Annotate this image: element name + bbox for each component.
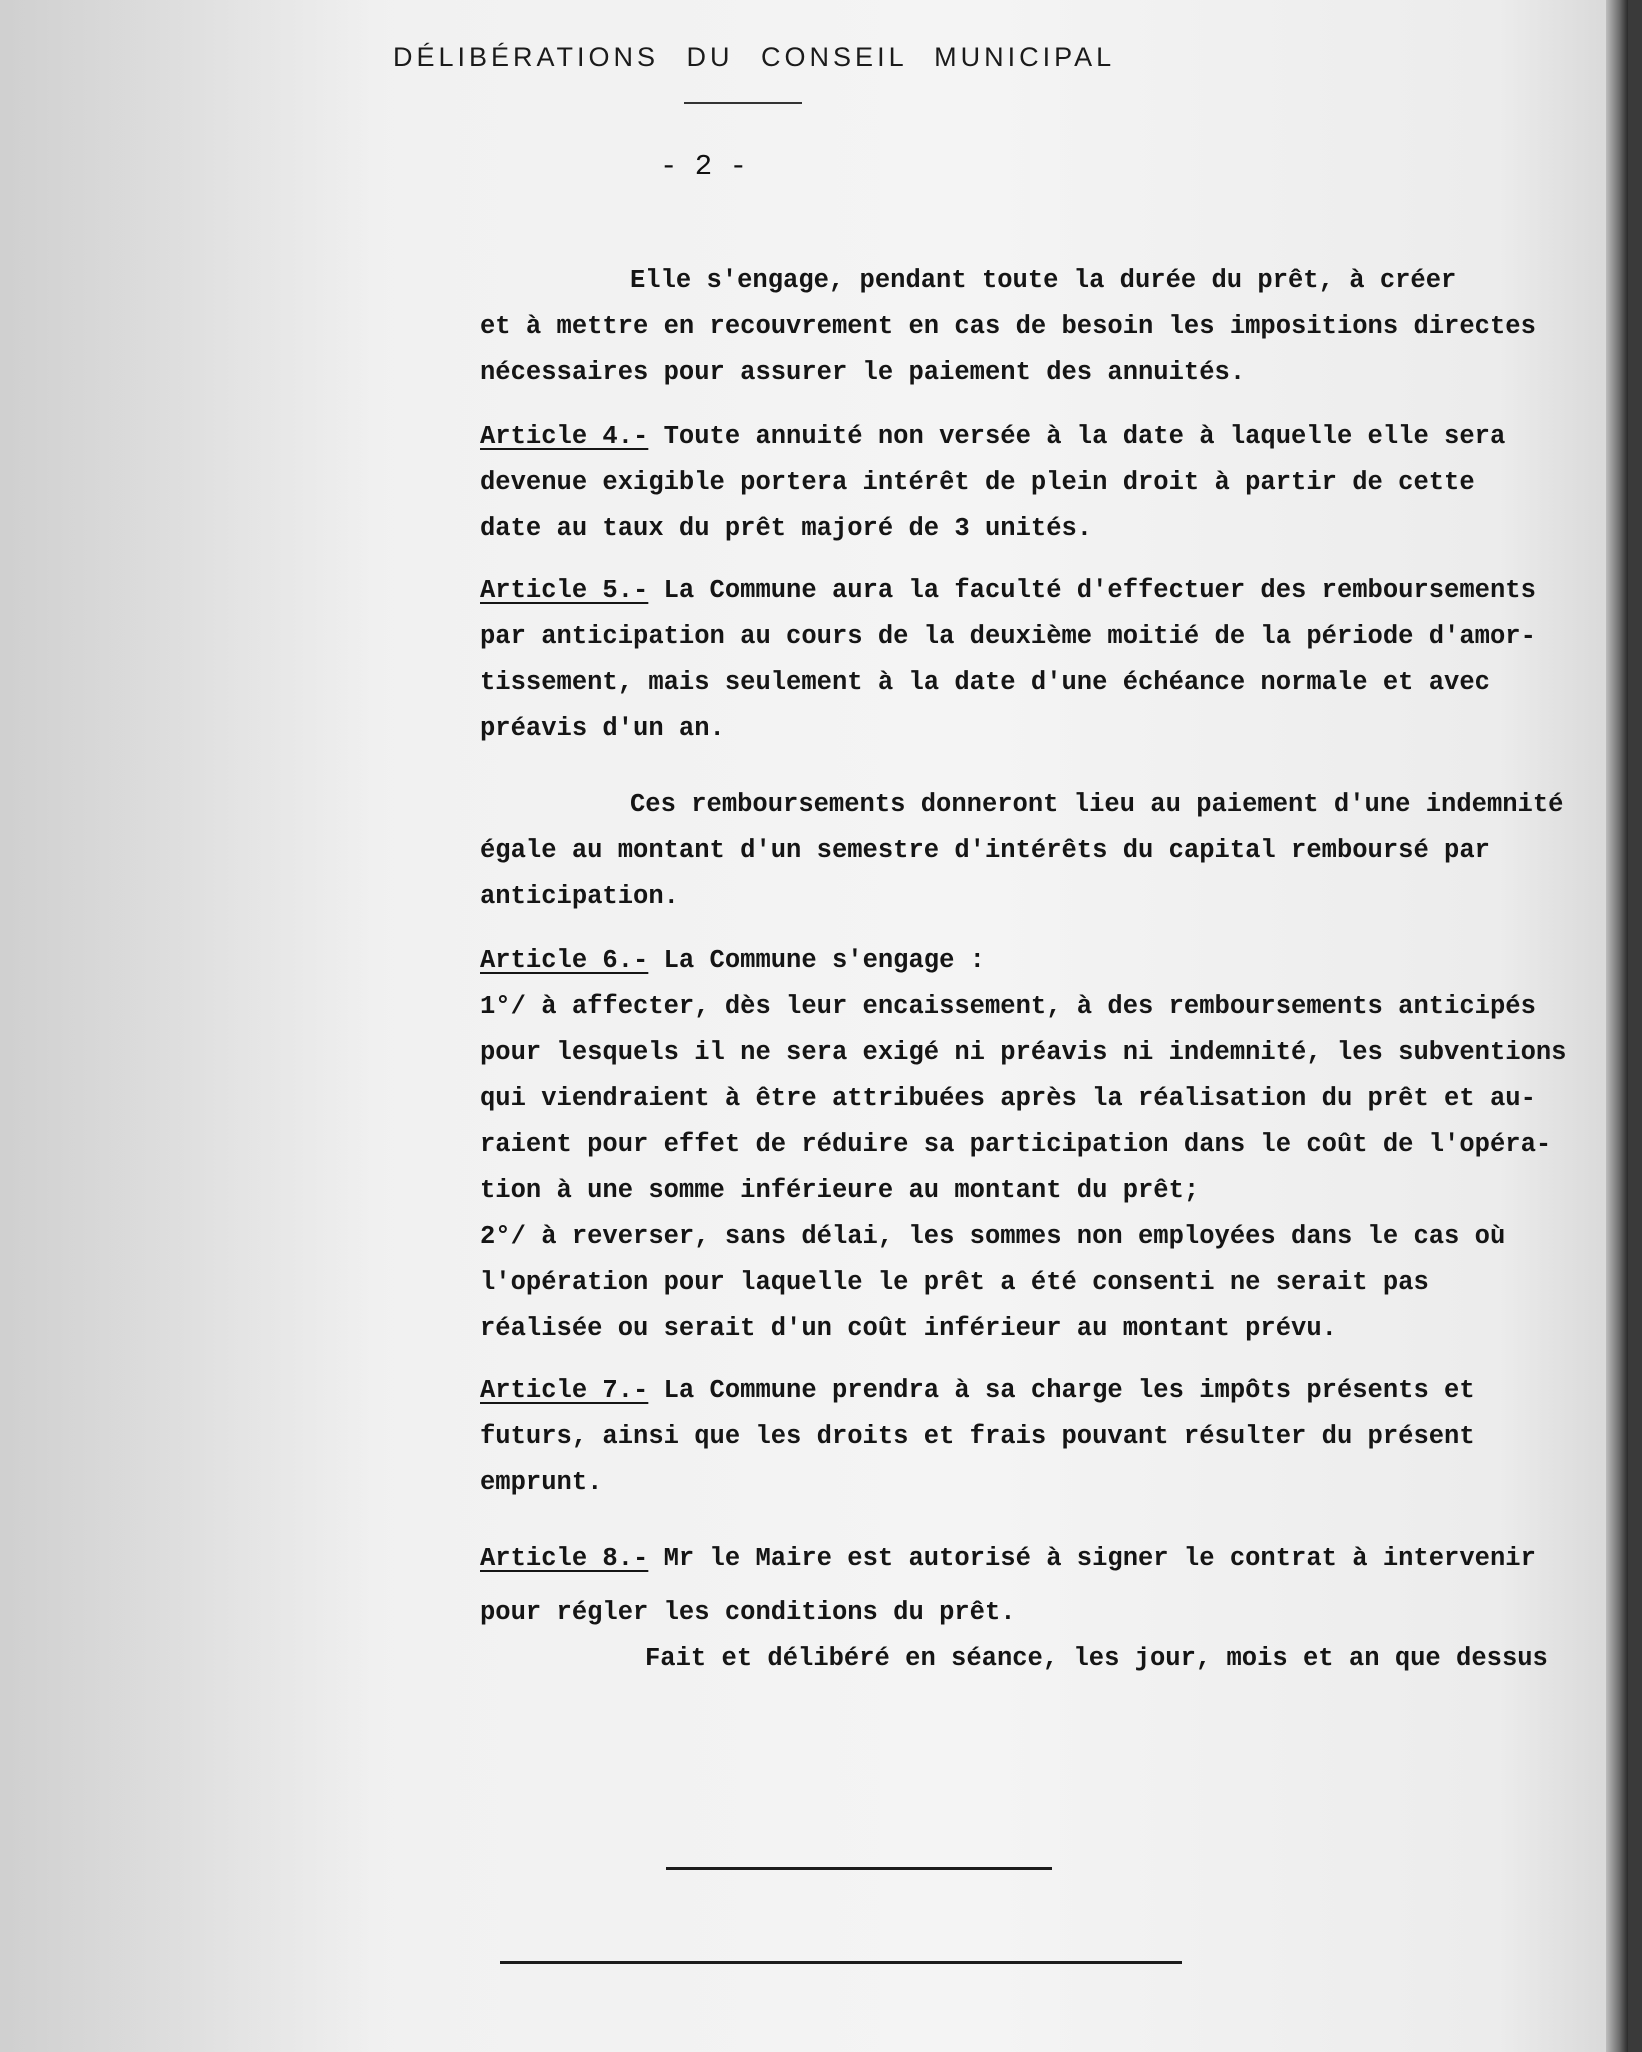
article-4-heading-line <box>480 414 1520 460</box>
intro-line: et à mettre en recouvrement en cas de besoin les impositions directes <box>480 312 1536 341</box>
intro-line: nécessaires pour assurer le paiement des annuités. <box>480 358 1246 387</box>
article-6-label: Article 6.- <box>480 946 649 975</box>
article-6-line: l'opération pour laquelle le prêt a été consenti ne serait pas <box>480 1268 1429 1297</box>
spacer <box>480 920 1520 938</box>
article-4-first-line: Toute annuité non versée à la date à laquelle elle sera <box>648 422 1506 451</box>
article-5-para2-line: anticipation. <box>480 882 679 911</box>
article-6-line: raient pour effet de réduire sa participation dans le coût de l'opéra- <box>480 1130 1552 1159</box>
article-8-line: pour régler les conditions du prêt. <box>480 1598 1016 1627</box>
page-edge <box>1606 0 1628 2052</box>
article-5-line: tissement, mais seulement à la date d'une échéance normale et avec <box>480 668 1490 697</box>
article-7-heading-line <box>480 1368 1520 1414</box>
article-8-label: Article 8.- <box>480 1544 649 1573</box>
document-header: DÉLIBÉRATIONS DU CONSEIL MUNICIPAL <box>393 42 1116 72</box>
spacer <box>480 752 1520 782</box>
document-body <box>480 258 1567 1682</box>
intro-line: Elle s'engage, pendant toute la durée du prêt, à créer <box>630 266 1457 295</box>
signature-line <box>666 1867 1052 1870</box>
article-7-line: futurs, ainsi que les droits et frais pouvant résulter du présent <box>480 1422 1475 1451</box>
article-5-line: préavis d'un an. <box>480 714 725 743</box>
article-5-para2-line: Ces remboursements donneront lieu au paiement d'une indemnité <box>630 790 1564 819</box>
article-4-line: devenue exigible portera intérêt de plein droit à partir de cette <box>480 468 1475 497</box>
header-rule <box>684 102 802 104</box>
article-4-line: date au taux du prêt majoré de 3 unités. <box>480 514 1093 543</box>
article-6-line: tion à une somme inférieure au montant du prêt; <box>480 1176 1200 1205</box>
article-5-para2-line: égale au montant d'un semestre d'intérêts du capital remboursé par <box>480 836 1490 865</box>
spacer <box>480 552 1520 568</box>
article-7-first-line: La Commune prendra à sa charge les impôts présents et <box>648 1376 1475 1405</box>
page-shading <box>0 0 380 2052</box>
article-4-label: Article 4.- <box>480 422 649 451</box>
article-6-line: pour lesquels il ne sera exigé ni préavis ni indemnité, les subventions <box>480 1038 1567 1067</box>
article-5-line: par anticipation au cours de la deuxième moitié de la période d'amor- <box>480 622 1536 651</box>
page-number: - 2 - <box>660 150 748 183</box>
spacer <box>480 396 1520 414</box>
article-7-label: Article 7.- <box>480 1376 649 1405</box>
spacer <box>480 1352 1520 1368</box>
article-5-heading-line <box>480 568 1536 614</box>
article-6-heading-line <box>480 938 1520 984</box>
closing-line: Fait et délibéré en séance, les jour, mois et an que dessus <box>645 1644 1548 1673</box>
article-6-line: 2°/ à reverser, sans délai, les sommes non employées dans le cas où <box>480 1222 1506 1251</box>
article-8-first-line: Mr le Maire est autorisé à signer le contrat à intervenir <box>648 1544 1536 1573</box>
article-8-heading-line <box>480 1536 1536 1582</box>
article-5-first-line: La Commune aura la faculté d'effectuer des remboursements <box>648 576 1536 605</box>
article-7-line: emprunt. <box>480 1468 603 1497</box>
article-6-first-line: La Commune s'engage : <box>648 946 985 975</box>
article-5-label: Article 5.- <box>480 576 649 605</box>
article-6-line: qui viendraient à être attribuées après la réalisation du prêt et au- <box>480 1084 1536 1113</box>
signature-line <box>500 1961 1182 1964</box>
article-6-line: 1°/ à affecter, dès leur encaissement, à des remboursements anticipés <box>480 992 1536 1021</box>
article-6-line: réalisée ou serait d'un coût inférieur au montant prévu. <box>480 1314 1337 1343</box>
spacer <box>480 1506 1520 1536</box>
